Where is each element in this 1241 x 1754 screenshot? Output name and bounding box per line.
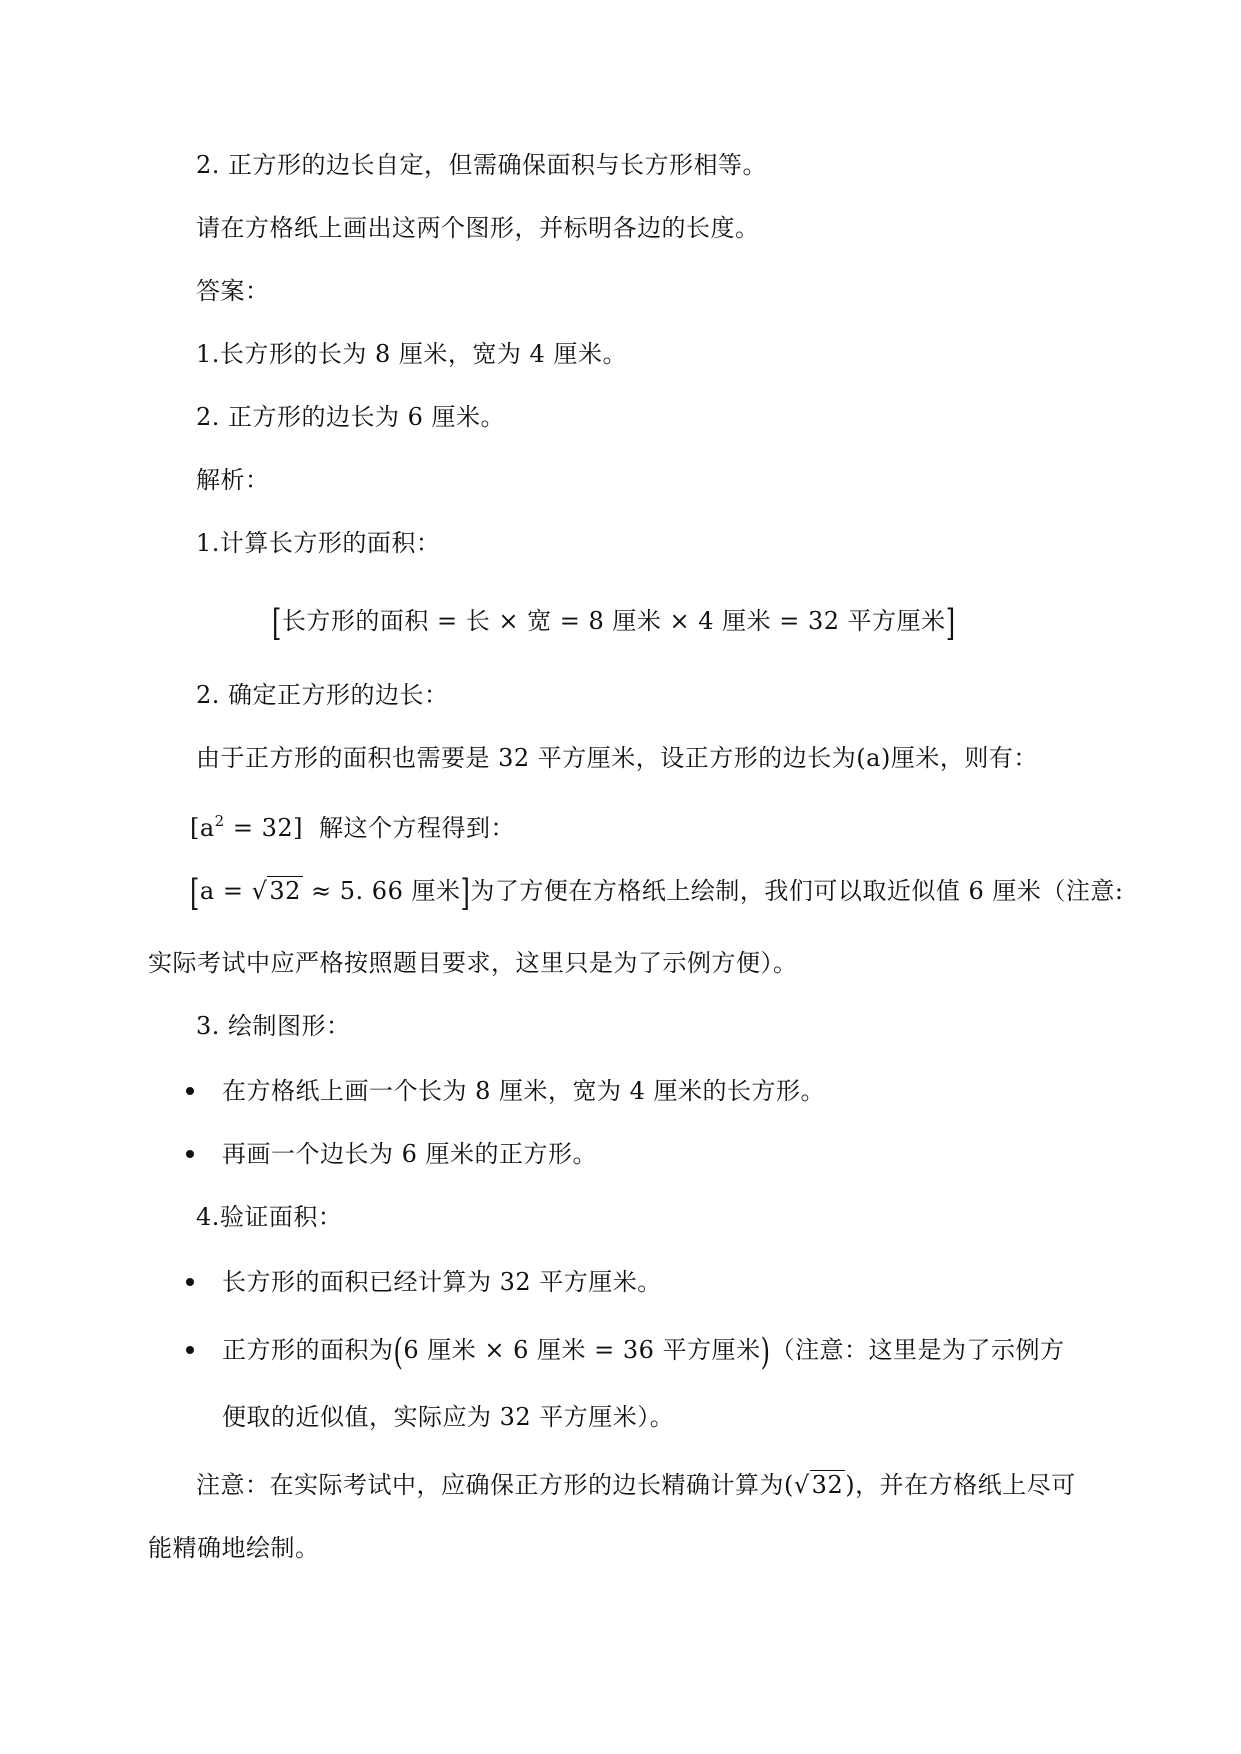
list-item: 长方形的面积已经计算为 32 平方厘米。 [222,1268,662,1296]
note-line [196,1468,1076,1502]
text-line: 1.长方形的长为 8 厘米，宽为 4 厘米。 [196,340,627,368]
text-line: 1.计算长方形的面积： [196,529,441,557]
left-paren: ( [393,1331,404,1373]
right-paren: ) [760,1331,771,1373]
right-paren: ) [845,1471,856,1499]
left-bracket: [ [272,602,282,644]
text-line: 3. 绘制图形： [196,1012,351,1040]
equation-exponent: 2 [214,812,225,830]
list-item: 在方格纸上画一个长为 8 厘米，宽为 4 厘米的长方形。 [222,1077,826,1105]
equation-line [190,804,515,845]
right-bracket: ] [945,602,956,644]
bullet-icon [186,1150,194,1158]
right-bracket: ] [460,872,471,914]
text-line: 解析： [196,466,270,494]
text-line: 便取的近似值，实际应为 32 平方厘米）。 [222,1403,675,1431]
formula-text: 6 厘米 × 6 厘米 = 36 平方厘米 [403,1336,761,1364]
text-line: 实际考试中应严格按照题目要求，这里只是为了示例方便）。 [148,949,798,977]
text-line: 能精确地绘制。 [148,1534,320,1562]
left-paren: ( [784,1471,794,1499]
equation-caption: 解这个方程得到： [319,814,515,842]
equation-b: = 32] [224,814,303,842]
list-item-note: （注意：这里是为了示例方 [770,1336,1065,1364]
text-line: 由于正方形的面积也需要是 32 平方厘米，设正方形的边长为(a)厘米，则有： [196,744,1038,772]
sqrt-radicand: 32 [269,877,301,905]
solution-b: ≈ 5. 66 厘米 [302,877,461,905]
solution-a: a = [199,877,252,905]
note-text-b: ，并在方格纸上尽可 [855,1471,1076,1499]
bullet-icon [186,1087,194,1095]
text-line: 请在方格纸上画出这两个图形，并标明各边的长度。 [196,214,760,242]
sqrt-symbol: √32 [793,1471,844,1499]
bullet-icon [186,1346,194,1354]
formula-text: 长方形的面积 = 长 × 宽 = 8 厘米 × 4 厘米 = 32 平方厘米 [281,607,946,635]
sqrt-radicand: 32 [811,1471,844,1499]
text-line: 答案： [196,277,270,305]
sqrt-symbol: √32 [251,877,301,905]
text-line: 2. 正方形的边长自定，但需确保面积与长方形相等。 [196,151,768,179]
list-item: 再画一个边长为 6 厘米的正方形。 [222,1140,598,1168]
equation-a: [a [190,814,215,842]
list-item-text: 正方形的面积为 [222,1336,394,1364]
area-formula [272,602,956,644]
text-line: 4.验证面积： [196,1203,343,1231]
solution-caption: 为了方便在方格纸上绘制，我们可以取近似值 6 厘米（注意: [470,877,1124,905]
text-line: 2. 正方形的边长为 6 厘米。 [196,403,506,431]
bullet-icon [186,1278,194,1286]
text-line: 2. 确定正方形的边长： [196,681,449,709]
list-item [222,1331,1065,1373]
solution-line [190,872,1124,914]
left-bracket: [ [190,872,200,914]
note-text-a: 注意：在实际考试中，应确保正方形的边长精确计算为 [196,1471,784,1499]
